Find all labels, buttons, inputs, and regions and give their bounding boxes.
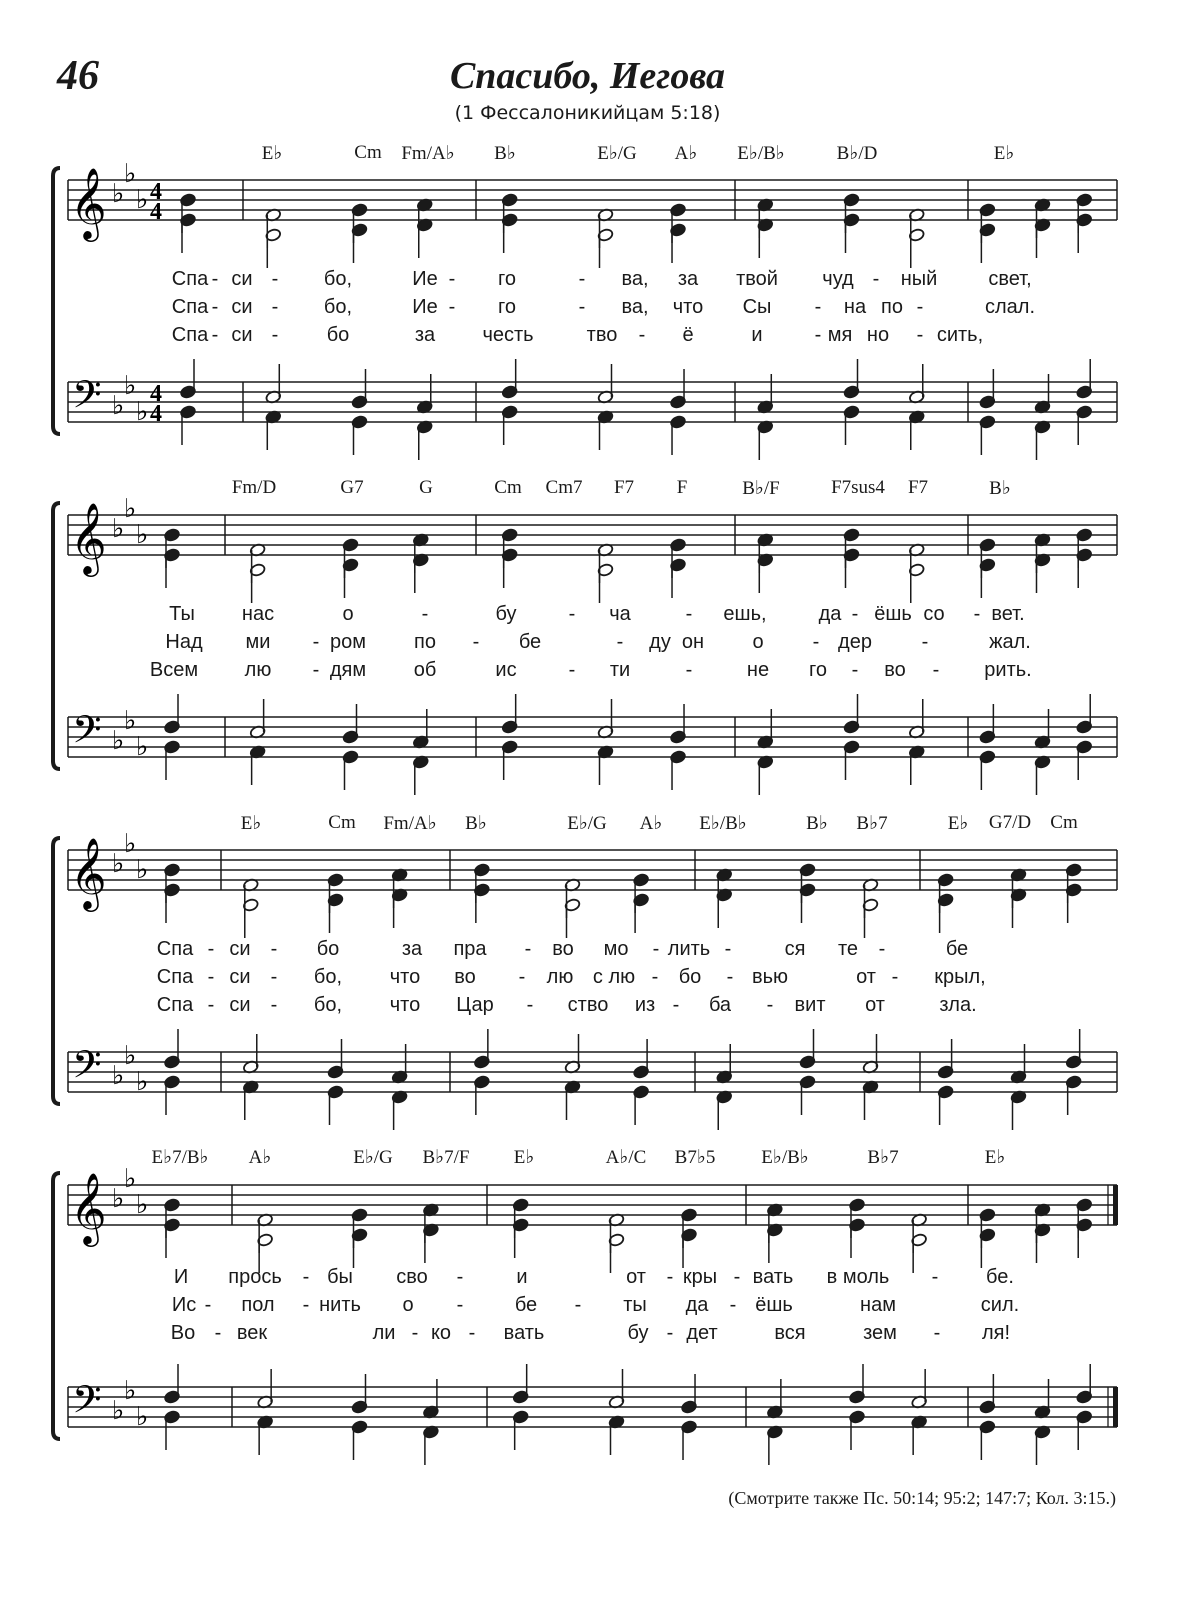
lyric-syllable: го — [498, 296, 516, 318]
chord-symbol: E♭/G — [567, 813, 607, 834]
treble-clef: 𝄞 — [70, 1171, 107, 1244]
lyric-syllable: пра — [453, 938, 487, 960]
treble-clef: 𝄞 — [70, 836, 107, 909]
lyric-syllable: бу — [495, 603, 517, 625]
lyric-syllable: - — [733, 1266, 741, 1288]
lyric-syllable: мя — [827, 324, 853, 346]
chord-symbol: A♭ — [639, 813, 663, 834]
lyric-syllable: ёшь — [874, 603, 912, 625]
lyric-syllable: те — [837, 938, 859, 960]
flat-icon: ♭ — [136, 1190, 149, 1220]
chord-symbol: G7/D — [988, 812, 1032, 833]
lyric-syllable: - — [891, 966, 899, 988]
lyric-syllable: ся — [784, 938, 806, 960]
lyric-syllable: - — [652, 938, 660, 960]
lyric-syllable: ва, — [621, 296, 649, 318]
time-signature-top: 4 — [150, 381, 162, 407]
chord-symbol: B♭/F — [742, 478, 780, 499]
lyric-syllable: - — [973, 603, 981, 625]
lyric-syllable: за — [414, 324, 436, 346]
lyric-syllable: что — [672, 296, 704, 318]
lyric-syllable: свет, — [988, 268, 1032, 290]
treble-clef: 𝄞 — [70, 501, 107, 574]
lyric-syllable: - — [312, 631, 320, 653]
lyric-syllable: на — [843, 296, 867, 318]
lyric-syllable: во — [552, 938, 574, 960]
chord-symbol: A♭/C — [605, 1147, 647, 1168]
lyric-syllable: - — [207, 994, 215, 1016]
chord-symbol: E♭/G — [353, 1147, 393, 1168]
lyric-syllable: бо, — [323, 268, 353, 290]
lyric-syllable: и — [751, 324, 763, 346]
lyric-syllable: - — [456, 1266, 464, 1288]
lyric-syllable: - — [851, 603, 859, 625]
lyric-syllable: от — [626, 1266, 646, 1288]
lyric-syllable: рить. — [984, 659, 1032, 681]
lyric-syllable: по — [881, 296, 903, 318]
lyric-syllable: ва, — [621, 268, 649, 290]
flat-icon: ♭ — [124, 1041, 137, 1071]
chord-symbol: E♭ — [947, 813, 969, 834]
song-number: 46 — [57, 53, 99, 99]
lyric-syllable: ля! — [981, 1322, 1011, 1344]
scripture-reference: (1 Фессалоникийцам 5:18) — [454, 102, 721, 124]
lyric-syllable: Спа — [171, 268, 209, 290]
lyric-syllable: Цар — [456, 994, 494, 1016]
lyric-syllable: - — [766, 994, 774, 1016]
lyric-syllable: - — [685, 659, 693, 681]
lyric-syllable: нить — [319, 1294, 361, 1316]
lyric-syllable: сить, — [936, 324, 984, 346]
lyric-syllable: - — [312, 659, 320, 681]
lyric-syllable: - — [916, 296, 924, 318]
lyric-syllable: Во — [170, 1322, 196, 1344]
chord-symbol: Cm — [328, 812, 356, 833]
lyric-syllable: Ты — [169, 603, 195, 625]
lyric-syllable: в моль — [826, 1266, 890, 1288]
lyric-syllable: Ие — [412, 268, 438, 290]
lyric-syllable: бо, — [313, 994, 343, 1016]
lyric-syllable: бо, — [313, 966, 343, 988]
lyric-syllable: не — [746, 659, 770, 681]
system-bracket — [53, 838, 60, 1104]
lyric-syllable: - — [270, 966, 278, 988]
flat-icon: ♭ — [136, 732, 149, 762]
chord-symbol: F — [676, 477, 688, 498]
flat-icon: ♭ — [124, 494, 137, 524]
lyric-syllable: си — [231, 296, 253, 318]
lyric-syllable: си — [229, 938, 251, 960]
lyric-syllable: - — [568, 659, 576, 681]
lyric-syllable: - — [302, 1294, 310, 1316]
lyric-syllable: бу — [627, 1322, 649, 1344]
lyric-syllable: - — [916, 324, 924, 346]
lyric-syllable: - — [271, 296, 279, 318]
lyric-syllable: - — [851, 659, 859, 681]
flat-icon: ♭ — [136, 397, 149, 427]
bass-clef: 𝄢 — [72, 372, 102, 426]
chord-symbol: Cm — [1050, 812, 1078, 833]
lyric-syllable: ми — [245, 631, 271, 653]
lyric-syllable: век — [236, 1322, 268, 1344]
flat-icon: ♭ — [124, 1164, 137, 1194]
lyric-syllable: от — [856, 966, 876, 988]
lyric-syllable: о — [342, 603, 354, 625]
lyric-syllable: бо — [326, 324, 350, 346]
flat-icon: ♭ — [112, 1184, 125, 1214]
lyric-syllable: - — [211, 296, 219, 318]
lyric-syllable: честь — [482, 324, 534, 346]
lyric-syllable: нам — [860, 1294, 896, 1316]
lyric-syllable: вет. — [991, 603, 1025, 625]
lyric-syllable: по — [414, 631, 436, 653]
lyric-syllable: зла. — [939, 994, 977, 1016]
lyric-syllable: Спа — [171, 324, 209, 346]
lyric-syllable: - — [211, 268, 219, 290]
lyric-syllable: зем — [863, 1322, 897, 1344]
chord-symbol: E♭ — [261, 143, 283, 164]
lyric-syllable: из — [634, 994, 656, 1016]
lyric-syllable: от — [865, 994, 885, 1016]
lyric-syllable: - — [468, 1322, 476, 1344]
lyric-syllable: го — [498, 268, 516, 290]
lyric-syllable: нас — [241, 603, 275, 625]
lyric-syllable: ешь, — [723, 603, 767, 625]
lyric-syllable: бе. — [986, 1266, 1014, 1288]
chord-symbol: B♭7 — [856, 813, 888, 834]
lyric-syllable: со — [923, 603, 945, 625]
lyric-syllable: ный — [900, 268, 938, 290]
chord-symbol: B♭ — [465, 813, 487, 834]
system-bracket — [53, 503, 60, 769]
lyric-syllable: - — [271, 324, 279, 346]
lyric-syllable: - — [672, 994, 680, 1016]
lyric-syllable: - — [270, 994, 278, 1016]
lyric-syllable: - — [578, 296, 586, 318]
chord-symbol: Cm7 — [545, 477, 583, 498]
lyric-syllable: бе — [514, 1294, 538, 1316]
lyric-syllable: он — [681, 631, 705, 653]
lyric-syllable: жал. — [989, 631, 1031, 653]
system-bracket — [53, 1173, 60, 1439]
lyric-syllable: ча — [609, 603, 631, 625]
lyric-syllable: сво — [396, 1266, 428, 1288]
barline-final-thick — [1113, 1387, 1118, 1427]
chord-symbol: E♭ — [993, 143, 1015, 164]
lyric-syllable: ко — [430, 1322, 452, 1344]
lyric-syllable: бе — [945, 938, 969, 960]
lyric-syllable: вать — [503, 1322, 545, 1344]
lyric-syllable: лю — [244, 659, 272, 681]
lyric-syllable: вит — [794, 994, 826, 1016]
lyric-syllable: крыл, — [934, 966, 986, 988]
lyric-syllable: - — [685, 603, 693, 625]
lyric-syllable: - — [578, 268, 586, 290]
bass-clef: 𝄢 — [72, 1042, 102, 1096]
flat-icon: ♭ — [112, 726, 125, 756]
chord-symbol: Fm/A♭ — [383, 813, 437, 834]
system-4 — [53, 1164, 1118, 1465]
lyric-syllable: ёшь — [755, 1294, 793, 1316]
lyric-syllable: - — [270, 938, 278, 960]
chord-symbol: B♭ — [989, 478, 1011, 499]
flat-icon: ♭ — [136, 855, 149, 885]
flat-icon: ♭ — [136, 520, 149, 550]
lyric-syllable: дер — [838, 631, 872, 653]
chord-symbol: B♭ — [494, 143, 516, 164]
time-signature-bottom: 4 — [150, 401, 162, 427]
lyric-syllable: - — [729, 1294, 737, 1316]
chord-symbol: Cm — [494, 477, 522, 498]
lyric-syllable: - — [207, 938, 215, 960]
lyric-syllable: что — [389, 994, 421, 1016]
time-signature-bottom: 4 — [150, 199, 162, 225]
lyric-syllable: - — [421, 603, 429, 625]
chord-symbol: E♭ — [240, 813, 262, 834]
time-signature-top: 4 — [150, 179, 162, 205]
lyric-syllable: Спа — [156, 966, 194, 988]
chord-symbol: Fm/D — [231, 477, 277, 498]
lyric-syllable: - — [207, 966, 215, 988]
chord-symbol: F7 — [907, 477, 929, 498]
lyric-syllable: - — [211, 324, 219, 346]
flat-icon: ♭ — [112, 391, 125, 421]
lyric-syllable: с лю — [592, 966, 636, 988]
lyric-syllable: слал. — [984, 296, 1036, 318]
flat-icon: ♭ — [112, 1061, 125, 1091]
lyric-syllable: - — [666, 1322, 674, 1344]
lyric-syllable: о — [752, 631, 764, 653]
lyric-syllable: си — [231, 324, 253, 346]
lyric-syllable: - — [616, 631, 624, 653]
chord-symbol: Fm/A♭ — [401, 143, 455, 164]
flat-icon: ♭ — [112, 514, 125, 544]
lyric-syllable: Спа — [171, 296, 209, 318]
lyric-syllable: сил. — [980, 1294, 1020, 1316]
lyric-syllable: ром — [330, 631, 366, 653]
bass-clef: 𝄢 — [72, 707, 102, 761]
song-title: Спасибо, Иегова — [449, 55, 726, 97]
chord-symbol: E♭ — [984, 1147, 1006, 1168]
lyric-syllable: и — [516, 1266, 528, 1288]
lyric-syllable: - — [638, 324, 646, 346]
lyric-syllable: твой — [736, 268, 778, 290]
lyric-syllable: - — [518, 966, 526, 988]
flat-icon: ♭ — [112, 179, 125, 209]
lyric-syllable: И — [173, 1266, 189, 1288]
treble-clef: 𝄞 — [70, 166, 107, 239]
lyric-syllable: ду — [649, 631, 671, 653]
lyric-syllable: - — [271, 268, 279, 290]
chord-symbol: A♭ — [248, 1147, 272, 1168]
lyric-syllable: ба — [708, 994, 732, 1016]
lyric-syllable: Спа — [156, 994, 194, 1016]
lyric-syllable: бо — [678, 966, 702, 988]
lyric-syllable: лить — [667, 938, 711, 960]
lyric-syllable: - — [448, 268, 456, 290]
lyric-syllable: Ие — [412, 296, 438, 318]
lyric-syllable: - — [878, 938, 886, 960]
lyric-syllable: си — [229, 994, 251, 1016]
flat-icon: ♭ — [124, 1376, 137, 1406]
lyric-syllable: - — [812, 631, 820, 653]
lyric-syllable: - — [921, 631, 929, 653]
lyric-syllable: о — [402, 1294, 414, 1316]
lyric-syllable: лю — [546, 966, 574, 988]
lyric-syllable: - — [526, 994, 534, 1016]
lyric-syllable: об — [413, 659, 437, 681]
chord-symbol: B♭7 — [867, 1147, 899, 1168]
see-also-references: (Смотрите также Пс. 50:14; 95:2; 147:7; Кол. 3:15.) — [728, 1488, 1116, 1508]
system-bracket — [53, 168, 60, 434]
chord-symbol: G — [419, 477, 433, 498]
lyric-syllable: что — [389, 966, 421, 988]
lyric-syllable: дет — [686, 1322, 718, 1344]
lyric-syllable: кры — [682, 1266, 718, 1288]
flat-icon: ♭ — [136, 1402, 149, 1432]
chord-symbol: E♭ — [513, 1147, 535, 1168]
lyric-syllable: ё — [682, 324, 694, 346]
chord-symbol: G7 — [340, 477, 364, 498]
lyric-syllable: - — [651, 966, 659, 988]
lyric-syllable: ты — [623, 1294, 647, 1316]
flat-icon: ♭ — [124, 159, 137, 189]
lyric-syllable: вся — [774, 1322, 806, 1344]
flat-icon: ♭ — [136, 185, 149, 215]
chord-symbol: B♭7/F — [422, 1147, 470, 1168]
lyric-syllable: - — [214, 1322, 222, 1344]
lyric-syllable: чуд — [822, 268, 854, 290]
lyric-syllable: бо — [316, 938, 340, 960]
lyric-syllable: да — [685, 1294, 709, 1316]
lyric-syllable: ис — [495, 659, 517, 681]
lyric-syllable: пол — [241, 1294, 275, 1316]
chord-symbol: F7 — [613, 477, 635, 498]
lyric-syllable: - — [933, 1322, 941, 1344]
lyric-syllable: мо — [603, 938, 629, 960]
lyric-syllable: Ис — [171, 1294, 197, 1316]
lyric-syllable: - — [411, 1322, 419, 1344]
lyric-syllable: во — [454, 966, 476, 988]
chord-symbol: B♭/D — [836, 143, 878, 164]
chord-symbol: Cm — [354, 142, 382, 163]
lyric-syllable: дям — [329, 659, 367, 681]
lyric-syllable: - — [666, 1266, 674, 1288]
system-2 — [53, 494, 1117, 795]
lyric-syllable: - — [724, 938, 732, 960]
lyric-syllable: - — [204, 1294, 212, 1316]
chord-symbol: E♭/G — [597, 143, 637, 164]
lyric-syllable: - — [814, 296, 822, 318]
lyric-syllable: во — [884, 659, 906, 681]
chord-symbol: E♭/B♭ — [761, 1147, 809, 1168]
lyric-syllable: Сы — [742, 296, 772, 318]
chord-symbol: B♭ — [806, 813, 828, 834]
lyric-syllable: - — [872, 268, 880, 290]
lyric-syllable: бы — [327, 1266, 353, 1288]
chord-symbol: B7♭5 — [674, 1147, 716, 1168]
flat-icon: ♭ — [124, 829, 137, 859]
lyric-syllable: Всем — [149, 659, 199, 681]
barline-final-thick — [1113, 1185, 1118, 1225]
lyric-syllable: - — [448, 296, 456, 318]
lyric-syllable: бо, — [323, 296, 353, 318]
lyric-syllable: бе — [518, 631, 542, 653]
lyric-syllable: - — [574, 1294, 582, 1316]
lyric-syllable: тво — [586, 324, 618, 346]
lyric-syllable: го — [809, 659, 827, 681]
lyric-syllable: Над — [165, 631, 203, 653]
flat-icon: ♭ — [124, 371, 137, 401]
lyric-syllable: си — [231, 268, 253, 290]
lyric-syllable: - — [726, 966, 734, 988]
lyric-syllable: ли — [372, 1322, 396, 1344]
lyric-syllable: Спа — [156, 938, 194, 960]
flat-icon: ♭ — [112, 1396, 125, 1426]
lyric-syllable: вать — [752, 1266, 794, 1288]
lyric-syllable: - — [931, 1266, 939, 1288]
lyric-syllable: ти — [609, 659, 631, 681]
lyric-syllable: ство — [567, 994, 609, 1016]
lyric-syllable: вью — [751, 966, 789, 988]
lyric-syllable: си — [229, 966, 251, 988]
lyric-syllable: прось — [228, 1266, 282, 1288]
lyric-syllable: за — [401, 938, 423, 960]
lyric-syllable: - — [302, 1266, 310, 1288]
chord-symbol: F7sus4 — [831, 477, 885, 498]
flat-icon: ♭ — [112, 849, 125, 879]
lyric-syllable: - — [456, 1294, 464, 1316]
chord-symbol: E♭/B♭ — [737, 143, 785, 164]
lyric-syllable: за — [677, 268, 699, 290]
bass-clef: 𝄢 — [72, 1377, 102, 1431]
lyric-syllable: - — [814, 324, 822, 346]
chord-symbol: E♭/B♭ — [699, 813, 747, 834]
lyric-syllable: - — [932, 659, 940, 681]
lyric-syllable: - — [472, 631, 480, 653]
flat-icon: ♭ — [136, 1067, 149, 1097]
lyric-syllable: да — [818, 603, 842, 625]
lyric-syllable: - — [568, 603, 576, 625]
chord-symbol: E♭7/B♭ — [151, 1147, 209, 1168]
lyric-syllable: - — [524, 938, 532, 960]
chord-symbol: A♭ — [674, 143, 698, 164]
lyric-syllable: но — [866, 324, 890, 346]
flat-icon: ♭ — [124, 706, 137, 736]
